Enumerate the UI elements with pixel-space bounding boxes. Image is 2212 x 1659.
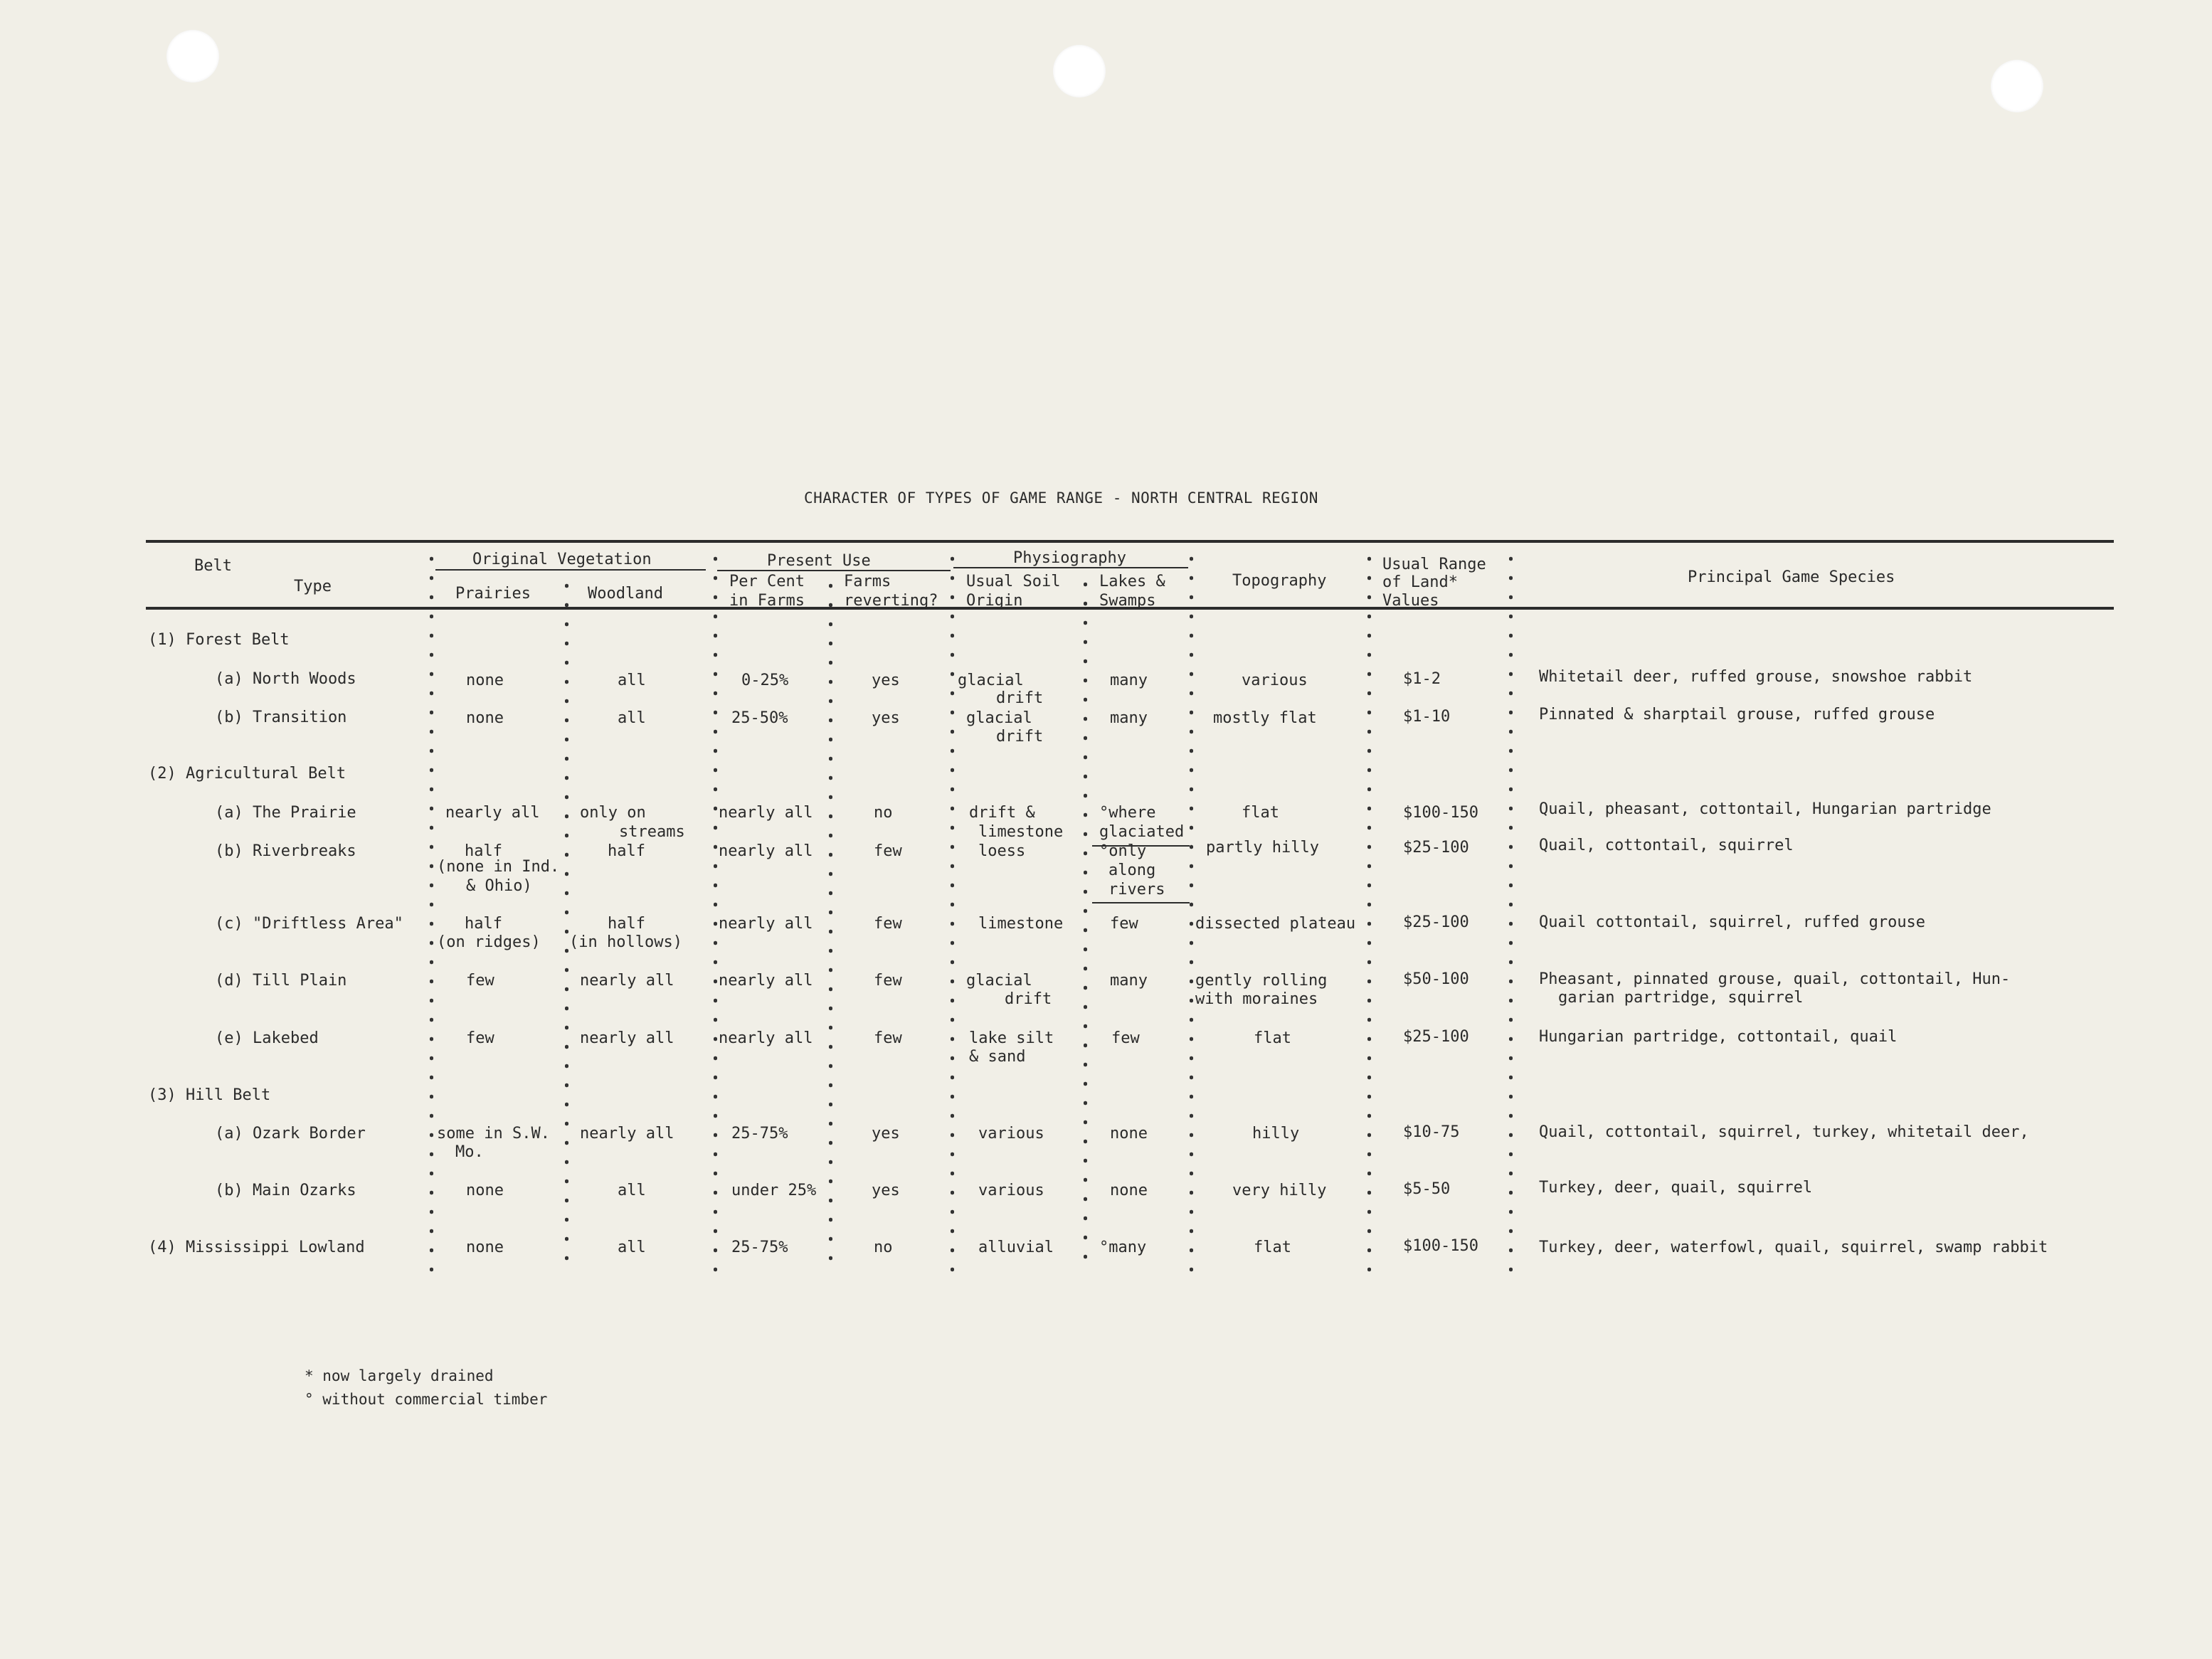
cell-lakes: many: [1110, 972, 1148, 990]
header-lakes-2: Swamps: [1099, 592, 1156, 610]
cell-reverting: few: [874, 842, 902, 860]
cell-woodland: half: [608, 842, 645, 860]
header-species: Principal Game Species: [1688, 568, 1895, 586]
cell-topography: flat: [1242, 804, 1279, 822]
column-separator: [1084, 575, 1088, 1273]
cell-prairies: none: [466, 709, 504, 727]
cell-species: Pheasant, pinnated grouse, quail, cottontail, Hun-: [1539, 970, 2011, 988]
header-woodland: Woodland: [588, 585, 663, 603]
row-type: (a) The Prairie: [215, 804, 356, 822]
cell-prairies: (on ridges): [437, 933, 541, 951]
cell-values: $25-100: [1403, 913, 1469, 931]
footnote-drained: * now largely drained: [305, 1367, 494, 1384]
cell-prairies: nearly all: [445, 804, 540, 822]
cell-percent: nearly all: [719, 972, 813, 990]
row-type: (b) Main Ozarks: [215, 1182, 356, 1199]
cell-values: $10-75: [1403, 1123, 1460, 1141]
cell-reverting: few: [874, 972, 902, 990]
cell-woodland: only on: [580, 804, 646, 822]
cell-species: Quail, cottontail, squirrel, turkey, whitetail deer,: [1539, 1123, 2029, 1141]
header-farms-2: reverting?: [844, 592, 938, 610]
cell-percent: nearly all: [719, 842, 813, 860]
belt-heading: (2) Agricultural Belt: [148, 765, 346, 783]
row-type: (b) Riverbreaks: [215, 842, 356, 860]
cell-lakes: few: [1110, 915, 1138, 933]
cell-prairies: (none in Ind.: [437, 858, 560, 876]
cell-prairies: Mo.: [455, 1143, 484, 1161]
cell-prairies: none: [466, 672, 504, 689]
punch-hole-left: [166, 30, 219, 83]
header-belt: Belt: [194, 557, 232, 575]
cell-woodland: all: [618, 709, 646, 727]
row-type: (e) Lakebed: [215, 1029, 319, 1047]
header-soil-1: Usual Soil: [966, 573, 1061, 590]
header-original-vegetation: Original Vegetation: [472, 551, 652, 568]
cell-soil: drift: [996, 689, 1044, 707]
header-soil-2: Origin: [966, 592, 1023, 610]
column-separator: [1190, 549, 1194, 1273]
punch-hole-right: [1991, 60, 2043, 112]
header-values-3: Values: [1382, 592, 1439, 610]
cell-soil: & sand: [969, 1048, 1026, 1066]
cell-soil: lake silt: [969, 1029, 1054, 1047]
cell-woodland: nearly all: [580, 972, 674, 990]
cell-lakes: °only: [1099, 842, 1147, 860]
cell-topography: flat: [1254, 1239, 1291, 1256]
cell-prairies: few: [466, 972, 494, 990]
cell-reverting: yes: [872, 672, 900, 689]
cell-species: garian partridge, squirrel: [1558, 989, 1804, 1007]
row-type: (4) Mississippi Lowland: [148, 1239, 365, 1256]
cell-values: $25-100: [1403, 1028, 1469, 1046]
cell-soil: drift: [996, 728, 1044, 746]
cell-percent: 25-75%: [731, 1239, 788, 1256]
header-farms-1: Farms: [844, 573, 891, 590]
cell-prairies: few: [466, 1029, 494, 1047]
header-physiography: Physiography: [1013, 549, 1126, 567]
column-separator: [1367, 549, 1372, 1273]
vegetation-underline: [435, 569, 706, 571]
cell-soil: various: [978, 1125, 1044, 1143]
cell-percent: 25-75%: [731, 1125, 788, 1143]
cell-lakes: rivers: [1108, 881, 1165, 899]
cell-species: Whitetail deer, ruffed grouse, snowshoe rabbit: [1539, 668, 1973, 686]
cell-woodland: all: [618, 1239, 646, 1256]
column-separator: [430, 549, 434, 1273]
cell-topography: very hilly: [1232, 1182, 1327, 1199]
cell-lakes: many: [1110, 672, 1148, 689]
row-type: (b) Transition: [215, 709, 347, 726]
cell-reverting: no: [874, 1239, 893, 1256]
cell-woodland: half: [608, 915, 645, 933]
cell-soil: loess: [978, 842, 1026, 860]
cell-soil: various: [978, 1182, 1044, 1199]
cell-reverting: few: [874, 915, 902, 933]
cell-soil: glacial: [958, 672, 1024, 689]
header-values-1: Usual Range: [1382, 556, 1486, 573]
row-type: (a) North Woods: [215, 670, 356, 688]
cell-lakes: few: [1111, 1029, 1140, 1047]
cell-prairies: half: [465, 915, 502, 933]
lakes-divider-2: [1092, 902, 1190, 903]
column-separator: [1509, 549, 1513, 1273]
cell-lakes: many: [1110, 709, 1148, 727]
cell-percent: nearly all: [719, 804, 813, 822]
header-per-cent-2: in Farms: [729, 592, 805, 610]
cell-species: Quail cottontail, squirrel, ruffed grouse: [1539, 913, 1926, 931]
header-topography: Topography: [1232, 572, 1327, 590]
cell-woodland: streams: [619, 823, 685, 841]
cell-values: $100-150: [1403, 1237, 1478, 1255]
cell-prairies: none: [466, 1182, 504, 1199]
cell-values: $50-100: [1403, 970, 1469, 988]
cell-species: Quail, pheasant, cottontail, Hungarian partridge: [1539, 800, 1991, 818]
cell-reverting: few: [874, 1029, 902, 1047]
cell-reverting: no: [874, 804, 893, 822]
header-per-cent-1: Per Cent: [729, 573, 805, 590]
cell-topography: gently rolling: [1195, 972, 1328, 990]
column-separator: [951, 549, 955, 1273]
cell-prairies: & Ohio): [466, 877, 532, 895]
belt-heading: (1) Forest Belt: [148, 631, 290, 649]
cell-prairies: none: [466, 1239, 504, 1256]
cell-topography: flat: [1254, 1029, 1291, 1047]
cell-species: Turkey, deer, waterfowl, quail, squirrel, swamp rabbit: [1539, 1239, 2048, 1256]
cell-values: $1-2: [1403, 670, 1441, 688]
cell-percent: nearly all: [719, 1029, 813, 1047]
cell-topography: partly hilly: [1206, 839, 1319, 857]
cell-species: Quail, cottontail, squirrel: [1539, 837, 1794, 854]
header-type: Type: [294, 578, 332, 595]
cell-lakes: none: [1110, 1182, 1148, 1199]
cell-woodland: all: [618, 672, 646, 689]
cell-species: Hungarian partridge, cottontail, quail: [1539, 1028, 1898, 1046]
cell-lakes: °where: [1099, 804, 1156, 822]
column-separator: [565, 576, 569, 1273]
cell-values: $5-50: [1403, 1180, 1451, 1198]
cell-topography: dissected plateau: [1195, 915, 1356, 933]
page-title: CHARACTER OF TYPES OF GAME RANGE - NORTH CENTRAL REGION: [804, 489, 1318, 507]
cell-lakes: none: [1110, 1125, 1148, 1143]
cell-woodland: (in hollows): [569, 933, 682, 951]
footnote-timber: ° without commercial timber: [305, 1391, 548, 1408]
cell-reverting: yes: [872, 1125, 900, 1143]
cell-topography: with moraines: [1195, 990, 1318, 1008]
cell-prairies: some in S.W.: [437, 1125, 550, 1143]
header-prairies: Prairies: [455, 585, 531, 603]
cell-soil: limestone: [978, 915, 1064, 933]
cell-percent: nearly all: [719, 915, 813, 933]
row-type: (d) Till Plain: [215, 972, 347, 990]
row-type: (a) Ozark Border: [215, 1125, 366, 1143]
cell-values: $1-10: [1403, 708, 1451, 726]
cell-lakes: glaciated: [1099, 823, 1185, 841]
cell-topography: various: [1242, 672, 1308, 689]
cell-soil: glacial: [966, 972, 1032, 990]
column-separator: [714, 549, 718, 1273]
cell-soil: alluvial: [978, 1239, 1054, 1256]
cell-percent: 25-50%: [731, 709, 788, 727]
cell-reverting: yes: [872, 1182, 900, 1199]
cell-woodland: nearly all: [580, 1125, 674, 1143]
header-lakes-1: Lakes &: [1099, 573, 1165, 590]
cell-values: $25-100: [1403, 839, 1469, 857]
cell-lakes: along: [1108, 862, 1156, 879]
header-values-2: of Land*: [1382, 573, 1458, 591]
cell-soil: limestone: [978, 823, 1064, 841]
cell-reverting: yes: [872, 709, 900, 727]
cell-soil: glacial: [966, 709, 1032, 727]
cell-values: $100-150: [1403, 804, 1478, 822]
cell-prairies: half: [465, 842, 502, 860]
cell-soil: drift: [1005, 990, 1052, 1008]
row-type: (c) "Driftless Area": [215, 915, 403, 933]
cell-topography: mostly flat: [1213, 709, 1317, 727]
table-top-rule: [146, 540, 2114, 543]
punch-hole-center: [1053, 45, 1106, 97]
cell-woodland: nearly all: [580, 1029, 674, 1047]
column-separator: [829, 576, 833, 1273]
cell-species: Turkey, deer, quail, squirrel: [1539, 1179, 1813, 1197]
cell-topography: hilly: [1252, 1125, 1300, 1143]
belt-heading: (3) Hill Belt: [148, 1086, 271, 1104]
cell-percent: 0-25%: [741, 672, 789, 689]
cell-woodland: all: [618, 1182, 646, 1199]
cell-species: Pinnated & sharptail grouse, ruffed grouse: [1539, 706, 1935, 724]
header-present-use: Present Use: [767, 552, 871, 570]
cell-soil: drift &: [969, 804, 1035, 822]
cell-percent: under 25%: [731, 1182, 817, 1199]
cell-lakes: °many: [1099, 1239, 1147, 1256]
